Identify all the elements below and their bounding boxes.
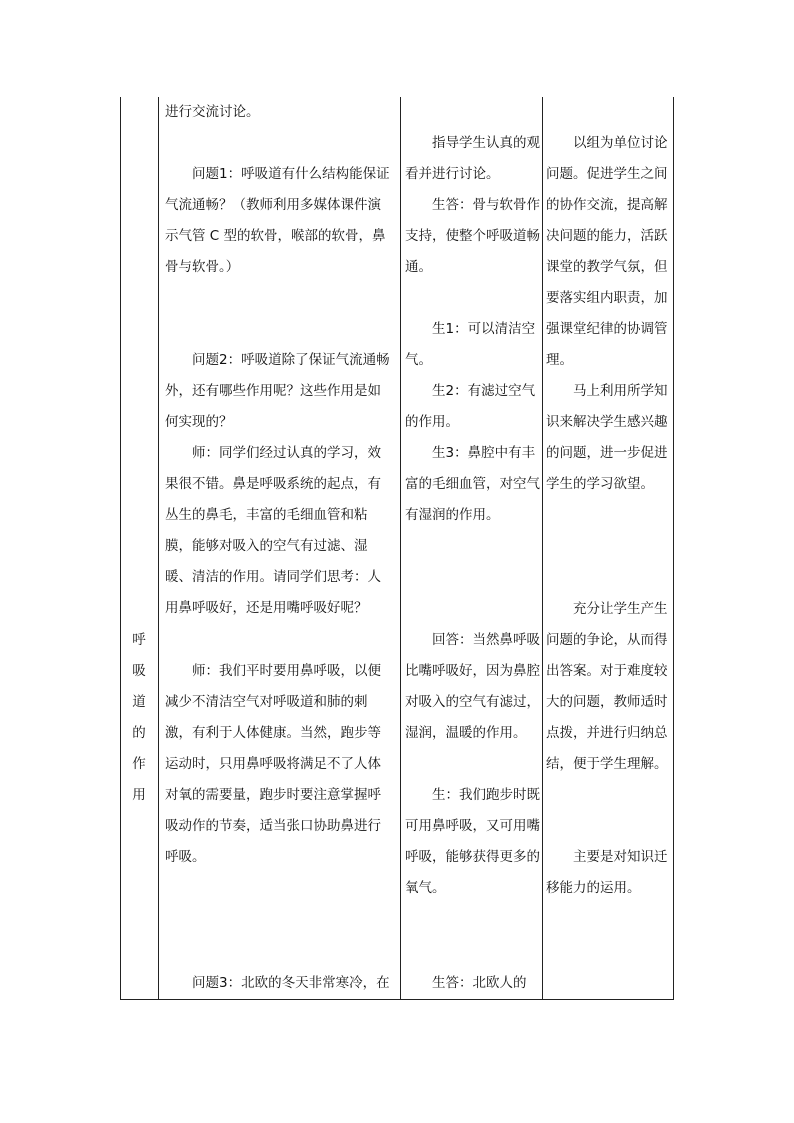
student-paragraph: 指导学生认真的观看并进行讨论。	[405, 135, 540, 182]
section-char: 的	[132, 725, 146, 741]
process-paragraph: 进行交流讨论。	[165, 104, 260, 120]
student-paragraph: 生：我们跑步时既可用鼻呼吸，又可用嘴呼吸，能够获得更多的氧气。	[405, 787, 540, 896]
column-design-intent	[543, 97, 673, 999]
section-label	[120, 625, 158, 811]
section-char: 作	[132, 756, 146, 772]
process-paragraph: 问题2：呼吸道除了保证气流通畅外，还有哪些作用呢？这些作用是如何实现的？	[165, 352, 390, 430]
student-paragraph: 生2：有滤过空气的作用。	[405, 383, 536, 430]
student-paragraph: 生答：北欧人的	[432, 975, 527, 991]
intent-paragraph: 马上利用所学知识来解决学生感兴趣的问题，进一步促进学生的学习欲望。	[546, 383, 668, 492]
student-paragraph: 回答：当然鼻呼吸比嘴呼吸好，因为鼻腔对吸入的空气有滤过，湿润，温暖的作用。	[405, 632, 540, 741]
column-student-activity	[401, 97, 542, 999]
section-char: 吸	[132, 663, 146, 679]
section-char: 道	[132, 694, 146, 710]
student-paragraph: 生答：骨与软骨作支持，使整个呼吸道畅通。	[405, 197, 540, 275]
column-teaching-process	[159, 97, 400, 999]
student-paragraph: 生3：鼻腔中有丰富的毛细血管，对空气有湿润的作用。	[405, 445, 540, 523]
student-paragraph: 生1：可以清洁空气。	[405, 321, 536, 368]
process-paragraph: 师：我们平时要用鼻呼吸，以便减少不清洁空气对呼吸道和肺的刺激，有利于人体健康。当然，跑步等运动时，只用鼻呼吸将满足不了人体对氧的需要量，跑步时要注意掌握呼吸动作的节奏，适当张口协助鼻进行呼吸。	[165, 663, 381, 865]
process-paragraph: 师：同学们经过认真的学习，效果很不错。鼻是呼吸系统的起点，有丛生的鼻毛，丰富的毛细血管和粘膜，能够对吸入的空气有过滤、湿暖、清洁的作用。请同学们思考：人用鼻呼吸好，还是用嘴呼吸好呢？	[165, 445, 381, 616]
intent-paragraph: 充分让学生产生问题的争论，从而得出答案。对于难度较大的问题，教师适时点拨，并进行归纳总结，便于学生理解。	[546, 601, 668, 772]
table-border-left	[120, 97, 121, 1000]
section-char: 呼	[132, 632, 146, 648]
process-paragraph: 问题3：北欧的冬天非常寒冷，在	[192, 975, 390, 991]
intent-paragraph: 主要是对知识迁移能力的运用。	[546, 849, 668, 896]
lesson-table	[120, 97, 674, 1000]
intent-paragraph: 以组为单位讨论问题。促进学生之间的协作交流，提高解决问题的能力，活跃课堂的教学气氛，但要落实组内职责，加强课堂纪律的协调管理。	[546, 135, 668, 368]
section-char: 用	[132, 787, 146, 803]
table-border-right	[673, 97, 674, 1000]
table-border-bottom	[120, 999, 674, 1000]
process-paragraph: 问题1：呼吸道有什么结构能保证气流通畅？（教师利用多媒体课件演示气管 C 型的软骨，喉部的软骨，鼻骨与软骨。）	[165, 166, 390, 275]
